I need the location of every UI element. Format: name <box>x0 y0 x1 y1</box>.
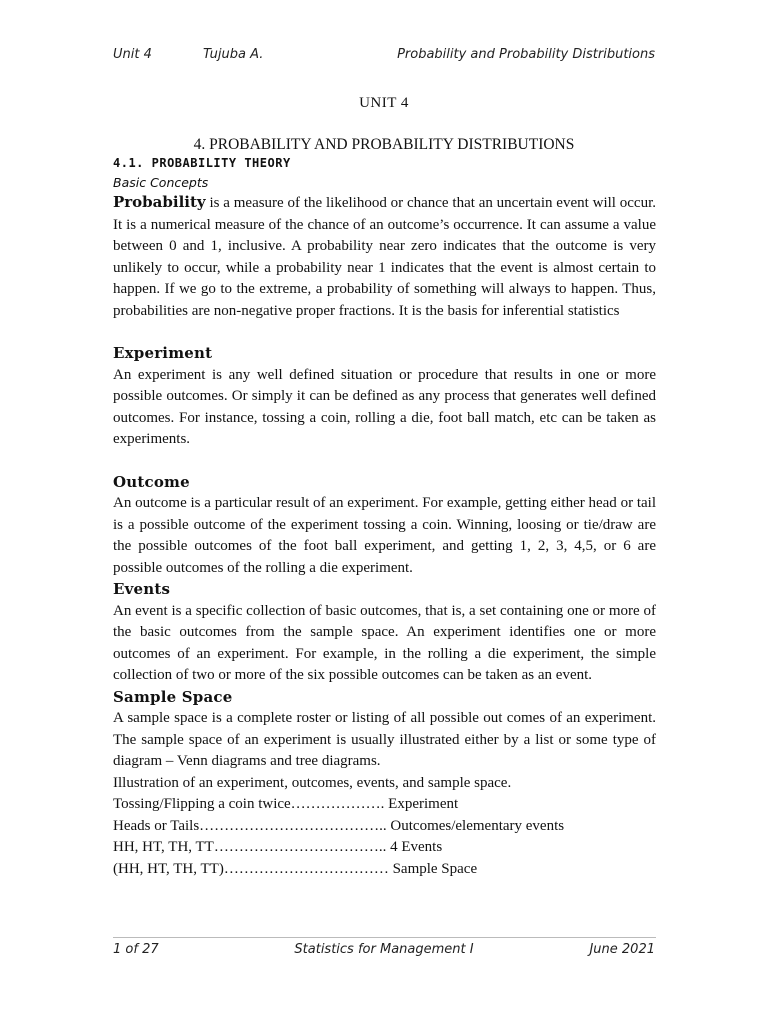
spacer <box>113 451 656 472</box>
illustration-line: HH, HT, TH, TT…………………………….. 4 Events <box>113 839 443 855</box>
footer-divider <box>113 937 656 938</box>
chapter-title: 4. PROBABILITY AND PROBABILITY DISTRIBUTIONS <box>193 136 575 153</box>
page-footer <box>113 942 655 962</box>
illustration-line: Tossing/Flipping a coin twice………………. Experiment <box>113 796 459 812</box>
section-title: 4.1. PROBABILITY THEORY <box>113 156 291 170</box>
page-header <box>113 47 655 67</box>
illustration-intro: Illustration of an experiment, outcomes, events, and sample space. <box>113 774 512 791</box>
header-unit: Unit 4 <box>113 47 152 62</box>
events-heading: Events <box>113 580 171 598</box>
subsection-title: Basic Concepts <box>113 175 209 190</box>
outcome-paragraph: An outcome is a particular result of an experiment. For example, getting either head or tail is a possible outcome of the experiment tossing a coin. Winning, loosing or tie/draw are the possible outcomes of the foot ball experiment, and getting 1, 2, 3, 4,5, or 6 are possible outcomes of the rolling a die experiment. <box>113 495 656 576</box>
experiment-paragraph: An experiment is any well defined situation or procedure that results in one or more possible outcomes. Or simply it can be defined as any process that generates well defined outcomes. For instance, tossing a coin, rolling a die, foot ball match, etc can be taken as experiments. <box>113 366 656 447</box>
sample-space-heading: Sample Space <box>113 687 233 706</box>
probability-paragraph <box>113 192 656 322</box>
unit-title: UNIT 4 <box>359 95 409 111</box>
footer-course: Statistics for Management I <box>294 942 474 957</box>
illustration-line: Heads or Tails……………………………….. Outcomes/elementary events <box>113 817 565 834</box>
document-body <box>113 192 656 880</box>
probability-term: Probability <box>113 193 206 211</box>
events-paragraph: An event is a specific collection of basic outcomes, that is, a set containing one or more of the basic outcomes from the sample space. An experiment identifies one or more outcomes of an experiment. For example, in the rolling a die experiment, the simple collection of two or more of the six possible outcomes can be taken as an event. <box>113 602 656 683</box>
outcome-heading: Outcome <box>113 472 190 491</box>
experiment-heading: Experiment <box>113 344 213 362</box>
spacer <box>113 322 656 343</box>
illustration-line: (HH, HT, TH, TT)…………………………… Sample Space <box>113 860 478 877</box>
page-number: 1 of 27 <box>113 942 159 957</box>
header-author: Tujuba A. <box>203 47 264 62</box>
probability-text: is a measure of the likelihood or chance that an uncertain event will occur. It is a numerical measure of the chance of an outcome’s occurrence. It can assume a value between 0 and 1, inclusive. A probability near zero indicates that the outcome is very unlikely to occur, while a probability near 1 indicates that the event is almost certain to happen. If we go to the extreme, a probability of something will always to happen. Thus, probabilities are non-negative proper fractions. It is the basis for inferential statistics <box>113 195 656 319</box>
sample-space-paragraph: A sample space is a complete roster or listing of all possible out comes of an experiment. The sample space of an experiment is usually illustrated either by a list or some type of diagram – Venn diagrams and tree diagrams. <box>113 710 656 769</box>
footer-date: June 2021 <box>589 942 655 957</box>
header-topic: Probability and Probability Distributions <box>397 47 655 62</box>
